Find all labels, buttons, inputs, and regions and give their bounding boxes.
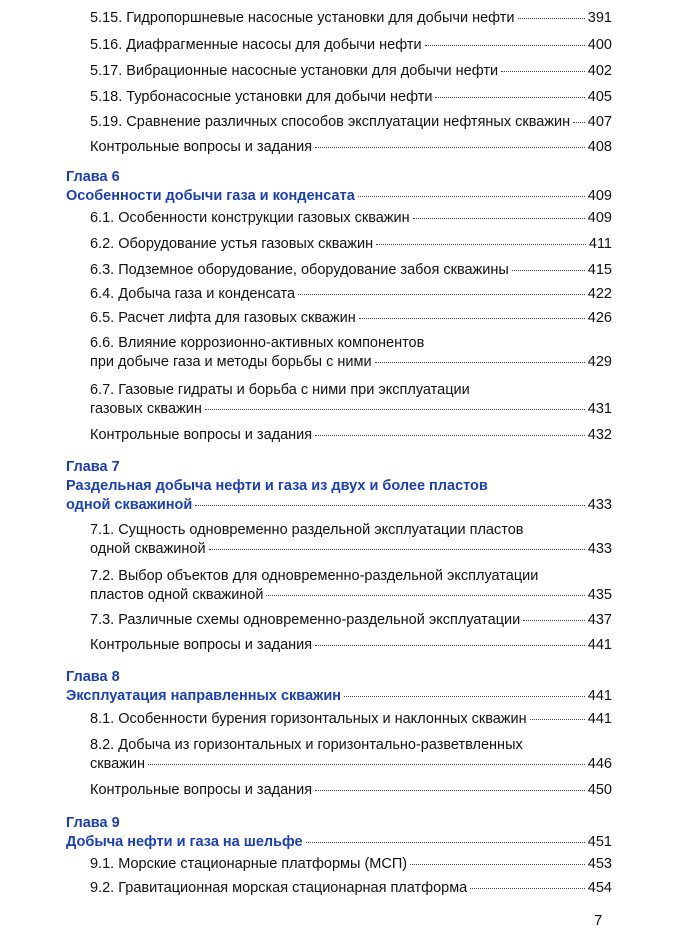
toc-entry-title-cont: пластов одной скважиной bbox=[90, 587, 264, 603]
toc-entry-page: 429 bbox=[587, 354, 612, 370]
toc-entry-title-cont: газовых скважин bbox=[90, 401, 202, 417]
toc-entry[interactable] bbox=[90, 235, 612, 254]
toc-entry-title: 6.5. Расчет лифта для газовых скважин bbox=[90, 310, 356, 326]
chapter-label: Глава 9 bbox=[66, 815, 120, 831]
toc-entry-page: 441 bbox=[587, 711, 612, 727]
toc-entry[interactable] bbox=[90, 636, 612, 655]
dot-leader bbox=[315, 644, 585, 646]
toc-entry-title: Контрольные вопросы и задания bbox=[90, 427, 313, 443]
toc-entry-page: 422 bbox=[587, 286, 612, 302]
toc-entry-title: 6.1. Особенности конструкции газовых скважин bbox=[90, 210, 410, 226]
toc-entry-page: 433 bbox=[587, 541, 612, 557]
chapter-label: Глава 8 bbox=[66, 669, 120, 685]
chapter-label: Глава 7 bbox=[66, 459, 120, 475]
toc-entry-title: Контрольные вопросы и задания bbox=[90, 637, 313, 653]
toc-entry-page: 453 bbox=[587, 856, 612, 872]
toc-entry[interactable] bbox=[90, 113, 612, 132]
toc-entry-page: 407 bbox=[587, 114, 612, 130]
toc-entry-title: 5.15. Гидропоршневые насосные установки для добычи нефти bbox=[90, 10, 515, 26]
dot-leader bbox=[195, 504, 585, 506]
dot-leader bbox=[315, 146, 585, 148]
toc-entry-page: 391 bbox=[587, 10, 612, 26]
chapter-page: 409 bbox=[587, 188, 612, 204]
toc-entry[interactable] bbox=[90, 261, 612, 280]
toc-entry[interactable] bbox=[90, 611, 612, 630]
chapter-9[interactable] bbox=[66, 814, 612, 852]
toc-entry-title: Контрольные вопросы и задания bbox=[90, 139, 313, 155]
toc-entry-title: 7.1. Сущность одновременно раздельной эксплуатации пластов bbox=[90, 522, 524, 538]
dot-leader bbox=[344, 695, 585, 697]
toc-entry[interactable] bbox=[90, 736, 612, 774]
chapter-label: Глава 6 bbox=[66, 169, 120, 185]
dot-leader bbox=[512, 269, 585, 271]
chapter-page: 433 bbox=[587, 497, 612, 513]
toc-entry[interactable] bbox=[90, 138, 612, 157]
dot-leader bbox=[413, 217, 585, 219]
toc-entry-title: 7.3. Различные схемы одновременно-раздельной эксплуатации bbox=[90, 612, 521, 628]
toc-entry[interactable] bbox=[90, 567, 612, 605]
toc-entry-title-cont: одной скважиной bbox=[90, 541, 206, 557]
toc-entry-page: 441 bbox=[587, 637, 612, 653]
page-number: 7 bbox=[594, 912, 603, 929]
dot-leader bbox=[358, 195, 585, 197]
dot-leader bbox=[148, 763, 585, 765]
toc-entry[interactable] bbox=[90, 209, 612, 228]
dot-leader bbox=[375, 361, 585, 363]
toc-entry-title: 5.18. Турбонасосные установки для добычи нефти bbox=[90, 89, 433, 105]
toc-entry-title-cont: при добыче газа и методы борьбы с ними bbox=[90, 354, 372, 370]
dot-leader bbox=[518, 17, 585, 19]
chapter-title: Особенности добычи газа и конденсата bbox=[66, 188, 355, 204]
chapter-title-cont: одной скважиной bbox=[66, 497, 193, 513]
toc-entry[interactable] bbox=[90, 855, 612, 874]
toc-entry-page: 411 bbox=[588, 236, 612, 252]
dot-leader bbox=[209, 548, 585, 550]
toc-entry-title: 6.4. Добыча газа и конденсата bbox=[90, 286, 296, 302]
toc-entry-title: 9.1. Морские стационарные платформы (МСП) bbox=[90, 856, 408, 872]
toc-entry[interactable] bbox=[90, 521, 612, 559]
toc-entry[interactable] bbox=[90, 710, 612, 729]
toc-entry[interactable] bbox=[90, 62, 612, 81]
toc-entry[interactable] bbox=[90, 9, 612, 28]
toc-entry-page: 426 bbox=[587, 310, 612, 326]
toc-entry-title: 7.2. Выбор объектов для одновременно-раздельной эксплуатации bbox=[90, 568, 539, 584]
toc-entry-page: 405 bbox=[587, 89, 612, 105]
toc-entry-page: 454 bbox=[587, 880, 612, 896]
toc-entry-title: 8.2. Добыча из горизонтальных и горизонтально-разветвленных bbox=[90, 737, 523, 753]
dot-leader bbox=[315, 789, 585, 791]
toc-entry[interactable] bbox=[90, 381, 612, 419]
dot-leader bbox=[315, 434, 585, 436]
dot-leader bbox=[501, 70, 585, 72]
chapter-8[interactable] bbox=[66, 668, 612, 706]
dot-leader bbox=[523, 619, 585, 621]
toc-entry-page: 408 bbox=[587, 139, 612, 155]
dot-leader bbox=[530, 718, 585, 720]
toc-entry-title: 5.17. Вибрационные насосные установки для добычи нефти bbox=[90, 63, 499, 79]
toc-entry-page: 415 bbox=[587, 262, 612, 278]
toc-entry-page: 450 bbox=[587, 782, 612, 798]
toc-entry-page: 437 bbox=[587, 612, 612, 628]
toc-entry-page: 446 bbox=[587, 756, 612, 772]
chapter-page: 441 bbox=[587, 688, 612, 704]
toc-entry-title: 6.7. Газовые гидраты и борьба с ними при эксплуатации bbox=[90, 382, 470, 398]
dot-leader bbox=[298, 293, 585, 295]
dot-leader bbox=[306, 841, 585, 843]
toc-entry-title: 6.2. Оборудование устья газовых скважин bbox=[90, 236, 374, 252]
chapter-6[interactable] bbox=[66, 168, 612, 206]
dot-leader bbox=[573, 121, 585, 123]
toc-entry-title: 8.1. Особенности бурения горизонтальных и наклонных скважин bbox=[90, 711, 527, 727]
toc-entry-title: 5.16. Диафрагменные насосы для добычи нефти bbox=[90, 37, 422, 53]
toc-entry[interactable] bbox=[90, 781, 612, 800]
dot-leader bbox=[205, 408, 585, 410]
toc-entry[interactable] bbox=[90, 879, 612, 898]
toc-entry-title: 9.2. Гравитационная морская стационарная платформа bbox=[90, 880, 468, 896]
dot-leader bbox=[425, 44, 585, 46]
chapter-title: Добыча нефти и газа на шельфе bbox=[66, 834, 303, 850]
toc-entry-page: 409 bbox=[587, 210, 612, 226]
dot-leader bbox=[359, 317, 585, 319]
dot-leader bbox=[470, 887, 585, 889]
chapter-title: Эксплуатация направленных скважин bbox=[66, 688, 342, 704]
toc-entry-page: 402 bbox=[587, 63, 612, 79]
toc-entry-title: 5.19. Сравнение различных способов эксплуатации нефтяных скважин bbox=[90, 114, 571, 130]
toc-entry[interactable] bbox=[90, 309, 612, 328]
toc-entry[interactable] bbox=[90, 88, 612, 107]
chapter-7[interactable] bbox=[66, 458, 612, 515]
chapter-page: 451 bbox=[587, 834, 612, 850]
toc-entry[interactable] bbox=[90, 334, 612, 372]
toc-entry-page: 400 bbox=[587, 37, 612, 53]
toc-entry-title: 6.6. Влияние коррозионно-активных компонентов bbox=[90, 335, 425, 351]
toc-entry-page: 432 bbox=[587, 427, 612, 443]
dot-leader bbox=[410, 863, 585, 865]
toc-entry[interactable] bbox=[90, 36, 612, 55]
dot-leader bbox=[376, 243, 586, 245]
toc-entry-title-cont: скважин bbox=[90, 756, 146, 772]
toc-entry-title: Контрольные вопросы и задания bbox=[90, 782, 313, 798]
dot-leader bbox=[435, 96, 584, 98]
toc-entry[interactable] bbox=[90, 426, 612, 445]
dot-leader bbox=[266, 594, 584, 596]
chapter-title: Раздельная добыча нефти и газа из двух и более пластов bbox=[66, 478, 488, 494]
toc-entry-title: 6.3. Подземное оборудование, оборудование забоя скважины bbox=[90, 262, 509, 278]
toc-entry-page: 431 bbox=[587, 401, 612, 417]
toc-entry[interactable] bbox=[90, 285, 612, 304]
toc-entry-page: 435 bbox=[587, 587, 612, 603]
